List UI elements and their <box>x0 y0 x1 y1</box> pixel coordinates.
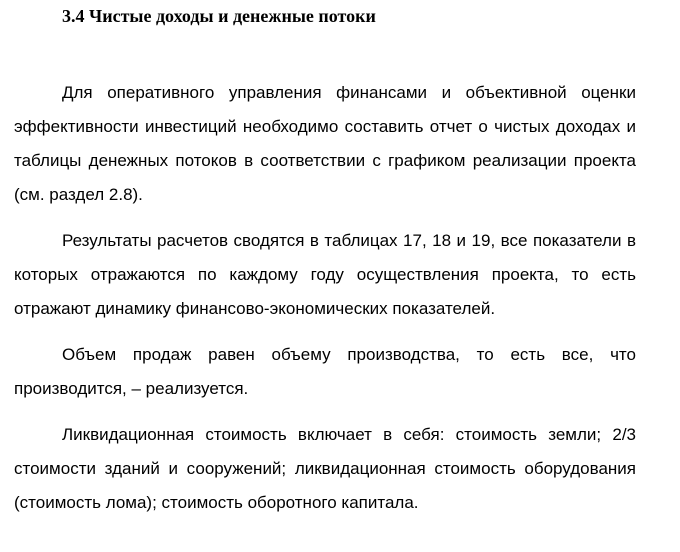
paragraph-financial-report: Для оперативного управления финансами и объективной оценки эффективности инвестиций необходимо составить отчет о чистых доходах и таблицы денежных потоков в соответствии с графиком реализации проекта (см. раздел 2.8). <box>14 83 636 204</box>
section-heading: 3.4 Чистые доходы и денежные потоки <box>62 6 376 26</box>
paragraph-liquidation-value: Ликвидационная стоимость включает в себя: стоимость земли; 2/3 стоимости зданий и сооружений; ликвидационная стоимость оборудования (стоимость лома); стоимость оборотного капитала. <box>14 425 636 512</box>
paragraph-calculation-results: Результаты расчетов сводятся в таблицах 17, 18 и 19, все показатели в которых отражаются по каждому году осуществления проекта, то есть отражают динамику финансово-экономических показателей. <box>14 231 636 318</box>
paragraph-sales-volume: Объем продаж равен объему производства, то есть все, что производится, – реализуется. <box>14 345 636 398</box>
